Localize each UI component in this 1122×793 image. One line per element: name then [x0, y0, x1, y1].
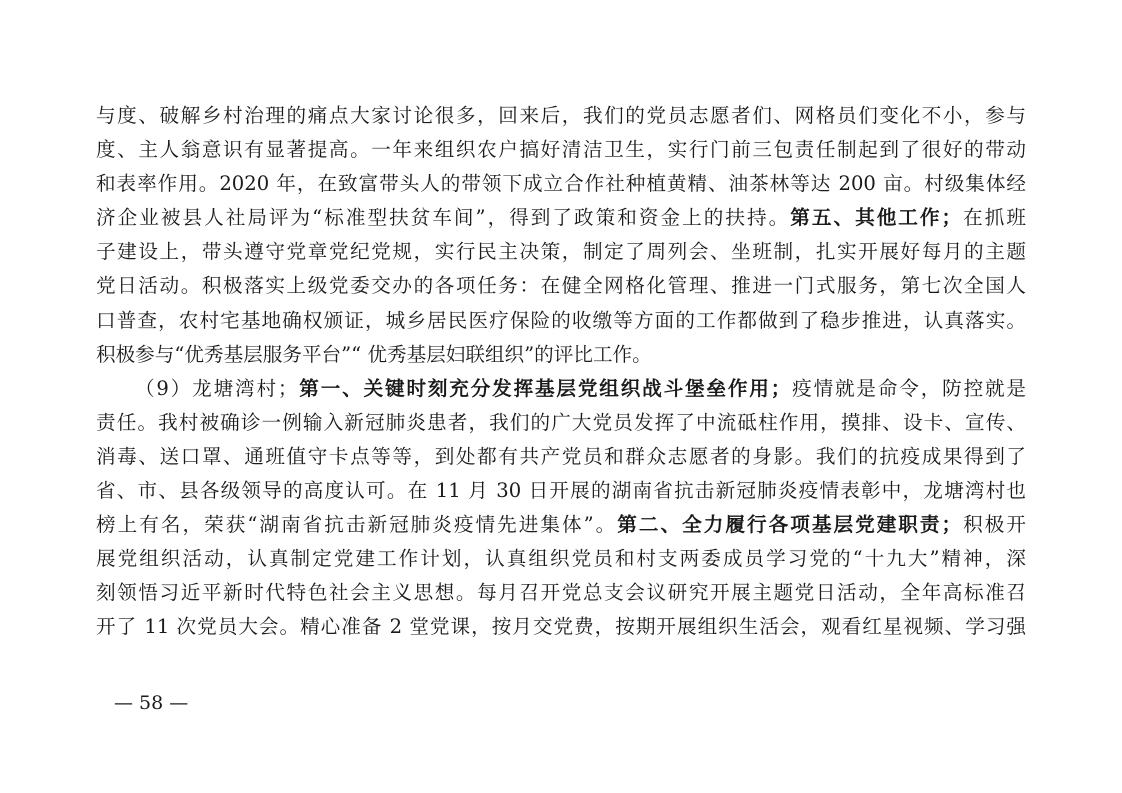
- paragraph: [96, 99, 1026, 372]
- text-run: 榜上有名，荣获“湖南省抗击新冠肺炎疫情先进集体”。: [96, 513, 618, 537]
- text-run: （9）龙塘湾村；: [135, 376, 298, 400]
- text-line: 度、主人翁意识有显著提高。一年来组织农户搞好清洁卫生，实行门前三包责任制起到了很好的带动: [96, 138, 1026, 162]
- text-line: 口普查，农村宅基地确权颁证，城乡居民医疗保险的收缴等方面的工作都做到了稳步推进，认真落实。: [96, 308, 1026, 332]
- bold-heading: 第一、关键时刻充分发挥基层党组织战斗堡垒作用；: [297, 376, 791, 400]
- text-line: 党日活动。积极落实上级党委交办的各项任务：在健全网格化管理、推进一门式服务，第七次全国人: [96, 274, 1026, 298]
- text-line: 消毒、送口罩、通班值守卡点等等，到处都有共产党员和群众志愿者的身影。我们的抗疫成果得到了: [96, 444, 1026, 468]
- text-run: 在抓班: [961, 206, 1026, 230]
- body-text: [96, 99, 1026, 645]
- bold-heading: 第五、其他工作；: [790, 206, 962, 230]
- text-line: 和表率作用。2020 年，在致富带头人的带领下成立合作社种植黄精、油茶林等达 200 亩。村级集体经: [96, 172, 1026, 196]
- text-line: 与度、破解乡村治理的痛点大家讨论很多，回来后，我们的党员志愿者们、网格员们变化不小，参与: [96, 104, 1026, 127]
- text-line: 开了 11 次党员大会。精心准备 2 堂党课，按月交党费，按期开展组织生活会，观看红星视频、学习强: [96, 615, 1026, 639]
- text-line: 展党组织活动，认真制定党建工作计划，认真组织党员和村支两委成员学习党的“十九大”精神，深: [96, 547, 1026, 571]
- text-run: 济企业被县人社局评为“标准型扶贫车间”，得到了政策和资金上的扶持。: [96, 206, 791, 230]
- paragraph: [96, 372, 1026, 645]
- text-line: 刻领悟习近平新时代特色社会主义思想。每月召开党总支会议研究开展主题党日活动，全年高标准召: [96, 581, 1026, 605]
- text-line: 积极参与“优秀基层服务平台”“ 优秀基层妇联组织”的评比工作。: [96, 342, 652, 366]
- bold-heading: 第二、全力履行各项基层党建职责；: [617, 513, 962, 537]
- text-line: 省、市、县各级领导的高度认可。在 11 月 30 日开展的湖南省抗击新冠肺炎疫情表彰中，龙塘湾村也: [96, 479, 1026, 503]
- text-line: [96, 508, 1026, 542]
- text-line: [96, 201, 1026, 235]
- text-run: 疫情就是命令，防控就是: [790, 376, 1027, 400]
- text-line: 子建设上，带头遵守党章党纪党规，实行民主决策，制定了周列会、坐班制，扎实开展好每月的主题: [96, 240, 1026, 264]
- page-number: — 58 —: [114, 692, 189, 714]
- text-run: 积极开: [961, 513, 1026, 537]
- text-line: 责任。我村被确诊一例输入新冠肺炎患者，我们的广大党员发挥了中流砥柱作用，摸排、设卡、宣传、: [96, 410, 1026, 434]
- text-line: [96, 372, 1026, 406]
